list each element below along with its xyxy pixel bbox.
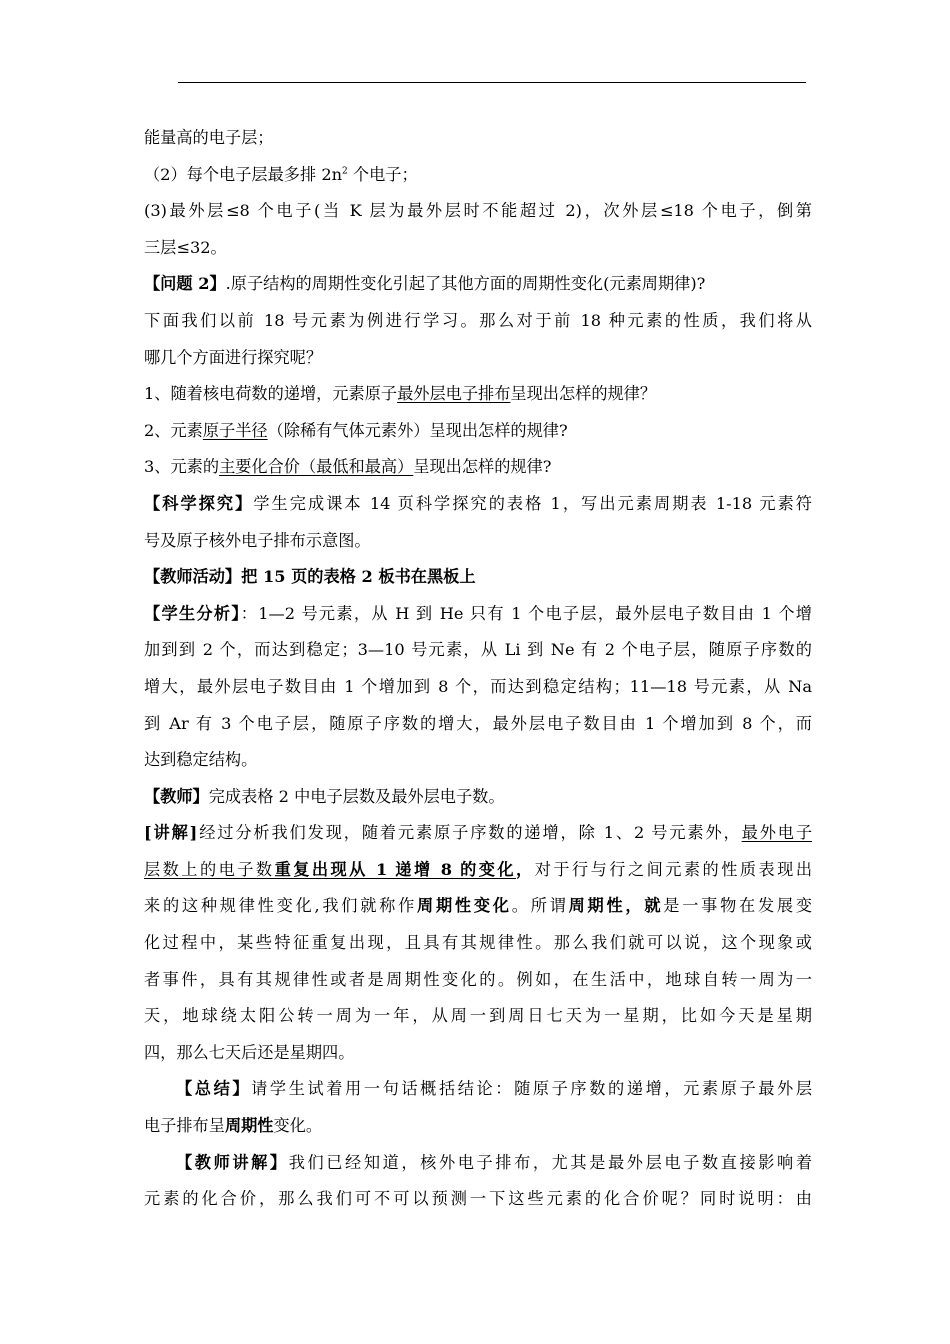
question-label: 【问题 2】 xyxy=(144,274,226,294)
text-line: 【教师】完成表格 2 中电子层数及最外层电子数。 xyxy=(144,786,505,806)
text-line: 者事件，具有其规律性或者是周期性变化的。例如，在生活中，地球自转一周为一 xyxy=(144,969,812,989)
text-line: 号及原子核外电子排布示意图。 xyxy=(144,530,371,550)
section-label: 【教师讲解】 xyxy=(176,1152,289,1172)
text-line: 电子排布呈周期性变化。 xyxy=(144,1116,323,1136)
list-item: 2、元素原子半径（除稀有气体元素外）呈现出怎样的规律? xyxy=(144,420,568,440)
list-item: 3、元素的主要化合价（最低和最高）呈现出怎样的规律? xyxy=(144,457,552,477)
bold-term: 周期性，就 xyxy=(568,896,664,916)
superscript: 2 xyxy=(342,166,348,177)
text-line: 哪几个方面进行探究呢？ xyxy=(144,347,323,367)
section-label: [讲解] xyxy=(144,823,198,843)
underlined-term: 最外层电子排布 xyxy=(397,384,511,404)
text-line: 【学生分析】：1—2 号元素，从 H 到 He 只有 1 个电子层，最外层电子数目由 1 个增 xyxy=(144,603,812,623)
underlined-term: 层数上的电子数 xyxy=(144,859,275,879)
list-item: 1、随着核电荷数的递增，元素原子最外层电子排布呈现出怎样的规律？ xyxy=(144,384,657,404)
text-line: 来的这种规律性变化,我们就称作周期性变化。所谓周期性，就是一事物在发展变 xyxy=(144,896,813,916)
question-heading: 【问题 2】.原子结构的周期性变化引起了其他方面的周期性变化(元素周期律)? xyxy=(144,274,706,294)
document-body xyxy=(144,120,812,1218)
section-label: 【科学探究】 xyxy=(144,493,254,513)
text-line: [讲解]经过分析我们发现，随着元素原子序数的递增，除 1、2 号元素外，最外电子 xyxy=(144,823,813,843)
section-label: 【总结】 xyxy=(176,1079,252,1099)
text-line: 天，地球绕太阳公转一周为一年，从周一到周日七天为一星期，比如今天是星期 xyxy=(144,1006,812,1026)
teacher-activity-heading: 【教师活动】把 15 页的表格 2 板书在黑板上 xyxy=(144,567,476,587)
underlined-term: 主要化合价（最低和最高） xyxy=(219,457,414,477)
text-line: （2）每个电子层最多排 $2n^2$ 个电子； xyxy=(144,164,418,184)
text-line: 层数上的电子数重复出现从 1 递增 8 的变化，对于行与行之间元素的性质表现出 xyxy=(144,859,813,879)
text-line: 增大，最外层电子数目由 1 个增加到 8 个，而达到稳定结构；11—18 号元素，从 Na xyxy=(144,676,812,696)
section-label: 【学生分析】 xyxy=(144,603,241,623)
header-rule xyxy=(178,82,806,83)
underlined-term: 原子半径 xyxy=(202,420,268,440)
text-line: 化过程中，某些特征重复出现，且具有其规律性。那么我们就可以说，这个现象或 xyxy=(144,933,812,953)
bold-underlined-term: 重复出现从 1 递增 8 的变化 xyxy=(274,859,517,879)
text-line: 加到到 2 个，而达到稳定；3—10 号元素，从 Li 到 Ne 有 2 个电子层，随原子序数的 xyxy=(144,640,812,660)
text-line: (3)最外层≤8 个电子(当 K 层为最外层时不能超过 2)，次外层≤18 个电子，倒第 xyxy=(144,201,812,221)
text-line: 达到稳定结构。 xyxy=(144,750,258,770)
text-line: 下面我们以前 18 号元素为例进行学习。那么对于前 18 种元素的性质，我们将从 xyxy=(144,310,812,330)
text-line: 能量高的电子层； xyxy=(144,128,274,147)
text-line: 四，那么七天后还是星期四。 xyxy=(144,1042,355,1062)
bold-term: 周期性变化 xyxy=(417,896,512,916)
text-line: 【总结】请学生试着用一句话概括结论：随原子序数的递增，元素原子最外层 xyxy=(176,1079,813,1099)
bold-term: 周期性 xyxy=(224,1116,274,1136)
text-line: 【科学探究】学生完成课本 14 页科学探究的表格 1，写出元素周期表 1-18 元素符 xyxy=(144,493,812,513)
text-line: 三层≤32。 xyxy=(144,237,227,257)
text-line: 【教师讲解】我们已经知道，核外电子排布，尤其是最外层电子数直接影响着 xyxy=(176,1152,813,1172)
underlined-term: 最外电子 xyxy=(741,823,813,843)
text-line: 元素的化合价，那么我们可不可以预测一下这些元素的化合价呢？同时说明：由 xyxy=(144,1189,812,1209)
text-line: 到 Ar 有 3 个电子层，随原子序数的增大，最外层电子数目由 1 个增加到 8 个，而 xyxy=(144,713,812,733)
section-label: 【教师】 xyxy=(144,786,209,806)
